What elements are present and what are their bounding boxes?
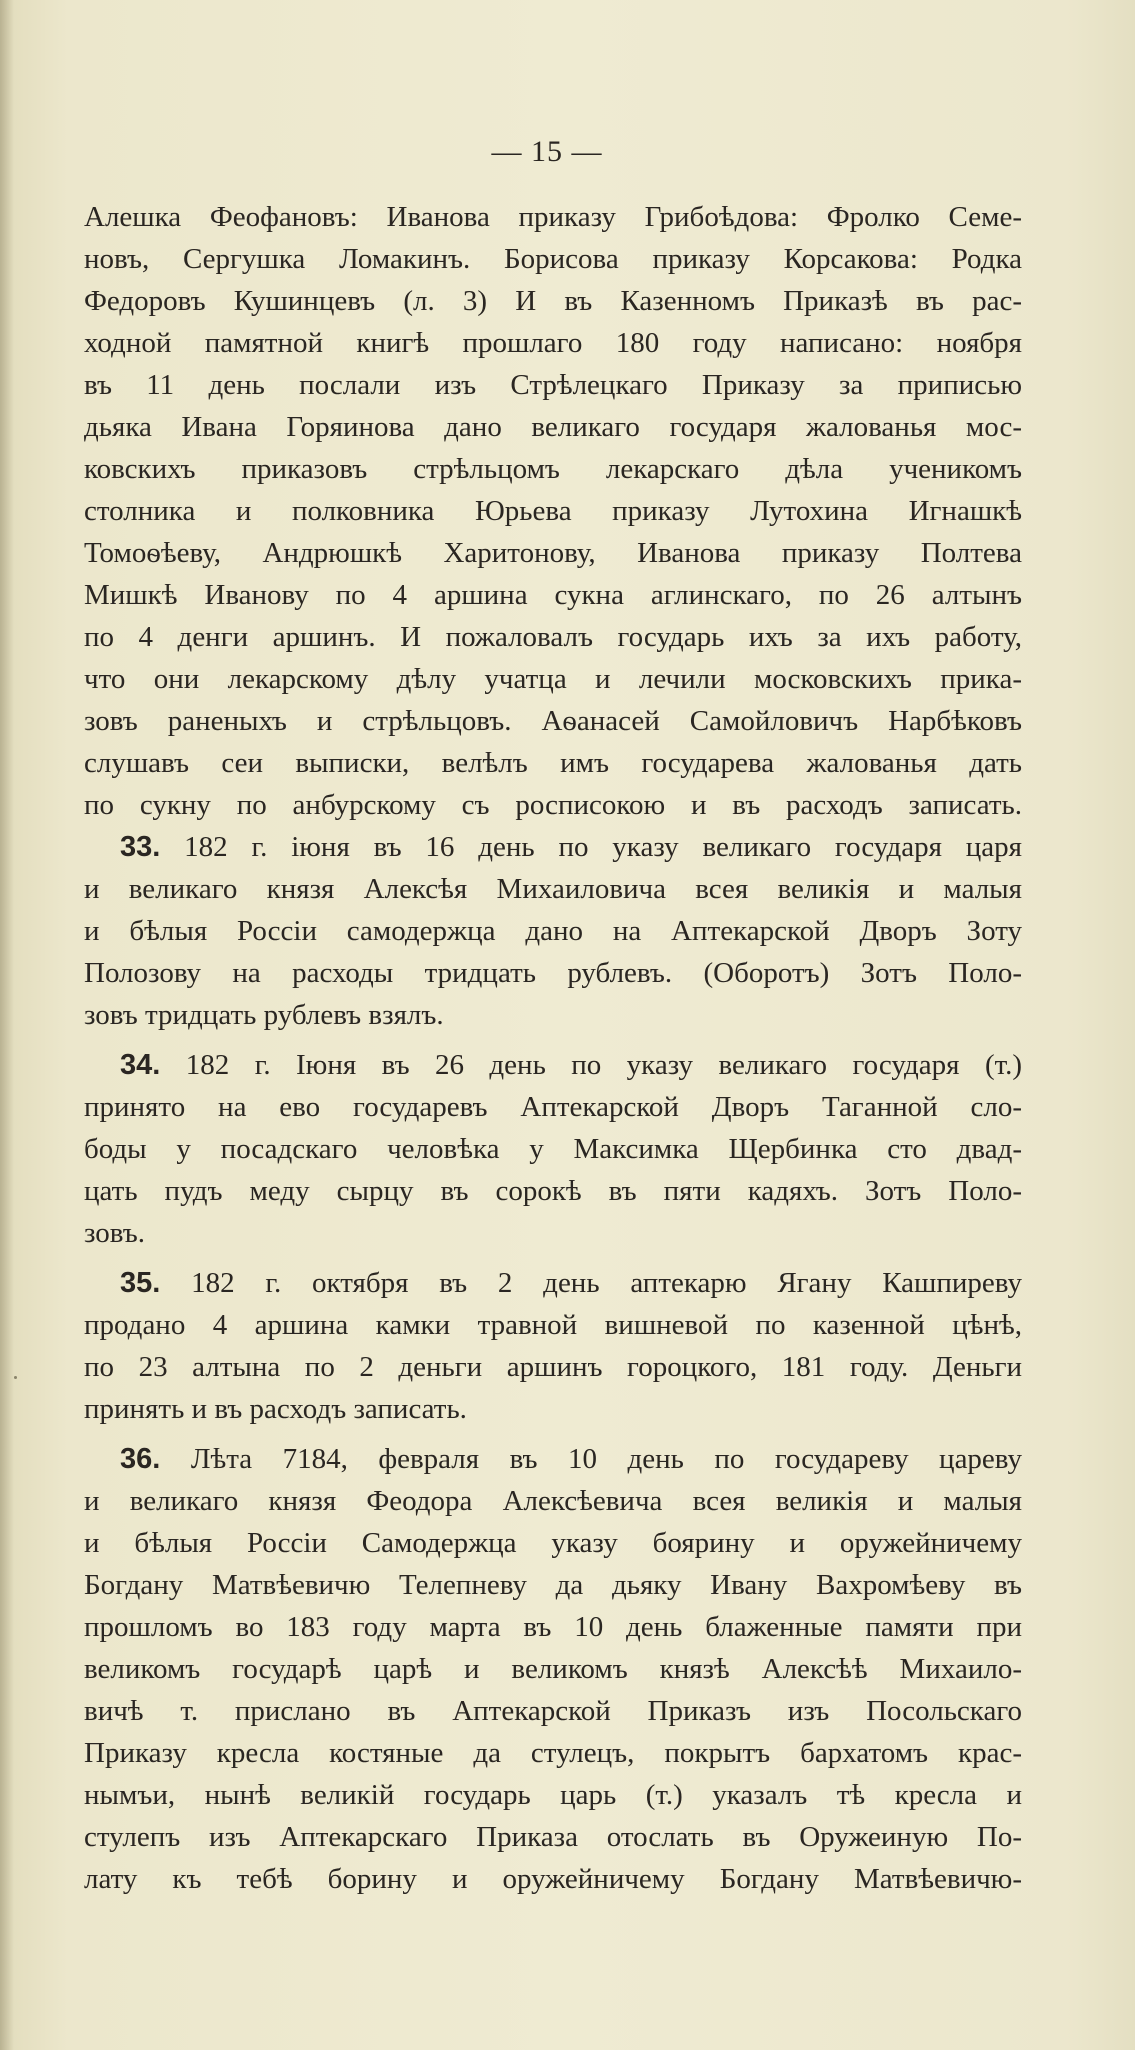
text-line: зовъ тридцать рублевъ взялъ.	[84, 999, 444, 1031]
text-line: нымъи, нынѣ великій государь царь (т.) указалъ тѣ кресла и	[84, 1779, 1022, 1811]
paragraph-number: 34.	[120, 1049, 161, 1081]
text-line: что они лекарскому дѣлу учатца и лечили московскихъ прика-	[84, 663, 1022, 695]
text-line: дьяка Ивана Горяинова дано великаго государя жалованья мос-	[84, 411, 1022, 443]
text-line: Федоровъ Кушинцевъ (л. 3) И въ Казенномъ Приказѣ въ рас-	[84, 285, 1022, 317]
paragraph-number: 33.	[120, 831, 161, 863]
page-edge-shadow	[0, 0, 14, 2050]
text-line: великомъ государѣ царѣ и великомъ князѣ Алексѣѣ Михаило-	[84, 1653, 1022, 1685]
paragraph-gap	[84, 1254, 1022, 1262]
text-line-body: Лѣта 7184, февраля въ 10 день по государеву цареву	[190, 1443, 1023, 1475]
text-line: новъ, Сергушка Ломакинъ. Борисова приказу Корсакова: Родка	[84, 243, 1022, 275]
text-line: и бѣлыя Россіи самодержца дано на Аптекарской Дворъ Зоту	[84, 915, 1022, 947]
text-line: Приказу кресла костяные да стулецъ, покрытъ бархатомъ крас-	[84, 1737, 1022, 1769]
text-line: и великаго князя Алексѣя Михаиловича всея великія и малыя	[84, 873, 1022, 905]
paper-speck	[14, 1376, 17, 1379]
text-line	[84, 1262, 1022, 1304]
text-line: цать пудъ меду сырцу въ сорокѣ въ пяти кадяхъ. Зотъ Поло-	[84, 1175, 1022, 1207]
text-line: Мишкѣ Иванову по 4 аршина сукна аглинскаго, по 26 алтынъ	[84, 579, 1022, 611]
text-line: боды у посадскаго человѣка у Максимка Щербинка сто двад-	[84, 1133, 1022, 1165]
text-line: зовъ раненыхъ и стрѣльцовъ. Аѳанасей Самойловичъ Нарбѣковъ	[84, 705, 1022, 737]
text-line	[84, 826, 1022, 868]
text-line: по 4 денги аршинъ. И пожаловалъ государь ихъ за ихъ работу,	[84, 621, 1022, 653]
text-line: принять и въ расходъ записать.	[84, 1393, 467, 1425]
text-line: Томоѳѣеву, Андрюшкѣ Харитонову, Иванова приказу Полтева	[84, 537, 1022, 569]
text-line: лату къ тебѣ борину и оружейничему Богдану Матвѣевичю-	[84, 1863, 1022, 1895]
text-line: по сукну по анбурскому съ росписокою и въ расходъ записать.	[84, 789, 1022, 821]
text-line-body: 182 г. іюня въ 16 день по указу великаго государя царя	[184, 831, 1023, 863]
text-line: въ 11 день послали изъ Стрѣлецкаго Приказу за приписью	[84, 369, 1022, 401]
text-line-body: 182 г. Іюня въ 26 день по указу великаго государя (т.)	[185, 1049, 1022, 1081]
text-line: вичѣ т. прислано въ Аптекарской Приказъ изъ Посольскаго	[84, 1695, 1022, 1727]
text-line: зовъ.	[84, 1217, 146, 1249]
text-line: и бѣлыя Россіи Самодержца указу боярину и оружейничему	[84, 1527, 1022, 1559]
text-line: ковскихъ приказовъ стрѣльцомъ лекарскаго дѣла ученикомъ	[84, 453, 1022, 485]
text-line: слушавъ сеи выписки, велѣлъ имъ государева жалованья дать	[84, 747, 1022, 779]
text-line	[84, 1044, 1022, 1086]
paragraph-gap	[84, 1430, 1022, 1438]
text-line: стулепъ изъ Аптекарскаго Приказа отослать въ Оружеиную По-	[84, 1821, 1022, 1853]
text-line: Полозову на расходы тридцать рублевъ. (Оборотъ) Зотъ Поло-	[84, 957, 1022, 989]
page-number: — 15 —	[491, 135, 603, 168]
paragraph-36	[84, 1438, 1022, 1900]
paragraph-number: 36.	[120, 1443, 161, 1475]
text-line: продано 4 аршина камки травной вишневой по казенной цѣнѣ,	[84, 1309, 1022, 1341]
text-line-body: 182 г. октября въ 2 день аптекарю Ягану Кашпиреву	[191, 1267, 1022, 1299]
text-line: Богдану Матвѣевичю Телепневу да дьяку Ивану Вахромѣеву въ	[84, 1569, 1022, 1601]
text-line: принято на ево государевъ Аптекарской Дворъ Таганной сло-	[84, 1091, 1022, 1123]
page-text	[84, 196, 1022, 1900]
text-line	[84, 1438, 1022, 1480]
text-line: прошломъ во 183 году марта въ 10 день блаженные памяти при	[84, 1611, 1022, 1643]
text-line: столника и полковника Юрьева приказу Лутохина Игнашкѣ	[84, 495, 1022, 527]
paragraph-35	[84, 1262, 1022, 1430]
paragraph-number: 35.	[120, 1267, 161, 1299]
paragraph-33	[84, 826, 1022, 1036]
text-line: Алешка Феофановъ: Иванова приказу Грибоѣдова: Фролко Семе-	[84, 201, 1022, 233]
paragraph-gap	[84, 1036, 1022, 1044]
paragraph-34	[84, 1044, 1022, 1254]
text-line: ходной памятной книгѣ прошлаго 180 году написано: ноября	[84, 327, 1022, 359]
paragraph-continuation	[84, 196, 1022, 826]
text-line: и великаго князя Феодора Алексѣевича всея великія и малыя	[84, 1485, 1022, 1517]
text-line: по 23 алтына по 2 деньги аршинъ гороцкого, 181 году. Деньги	[84, 1351, 1022, 1383]
